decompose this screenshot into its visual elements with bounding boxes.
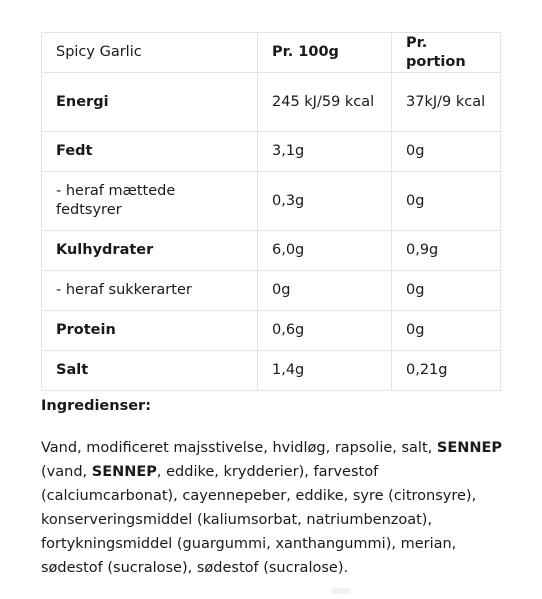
per-portion-value: 0g	[392, 271, 501, 311]
per-100g-value: 0g	[258, 271, 392, 311]
row-label: Energi	[42, 73, 258, 132]
ingredients-text-part: (vand,	[41, 464, 92, 480]
row-label: - heraf sukkerarter	[42, 271, 258, 311]
per-100g-value: 0,6g	[258, 311, 392, 351]
table-row-sukkerarter	[42, 271, 501, 311]
ingredients-text-part: , eddike, krydderier), farvestof (calciumcarbonat), cayennepeber, eddike, syre (citronsyre), konserveringsmiddel (kaliumsorbat, natriumbenzoat), fortykningsmiddel (guargummi, xanthangummi), merian, sødestof (sucralose), sødestof (sucralose).	[41, 464, 477, 576]
ingredients-text-part: Vand, modificeret majsstivelse, hvidløg, rapsolie, salt,	[41, 440, 437, 456]
table-header-row	[42, 33, 501, 73]
ingredients-title: Ingredienser:	[41, 398, 152, 414]
row-label: Salt	[42, 351, 258, 391]
table-row-energi	[42, 73, 501, 132]
per-portion-value: 0g	[392, 132, 501, 172]
per-100g-value: 245 kJ/59 kcal	[258, 73, 392, 132]
table-row-protein	[42, 311, 501, 351]
per-100g-value: 1,4g	[258, 351, 392, 391]
allergen-sennep: SENNEP	[91, 464, 157, 480]
table-row-maettede-fedtsyrer	[42, 172, 501, 231]
column-header-per-100g: Pr. 100g	[258, 33, 392, 73]
table-row-fedt	[42, 132, 501, 172]
column-header-per-portion: Pr. portion	[392, 33, 501, 73]
per-portion-value: 37kJ/9 kcal	[392, 73, 501, 132]
per-100g-value: 6,0g	[258, 231, 392, 271]
per-portion-value: 0,21g	[392, 351, 501, 391]
per-portion-value: 0g	[392, 311, 501, 351]
table-row-kulhydrater	[42, 231, 501, 271]
per-100g-value: 3,1g	[258, 132, 392, 172]
row-label: Fedt	[42, 132, 258, 172]
product-name: Spicy Garlic	[42, 33, 258, 73]
ingredients-text	[41, 436, 511, 580]
row-label: Kulhydrater	[42, 231, 258, 271]
ingredients-section	[41, 396, 511, 580]
table-row-salt	[42, 351, 501, 391]
per-100g-value: 0,3g	[258, 172, 392, 231]
per-portion-value: 0g	[392, 172, 501, 231]
allergen-sennep: SENNEP	[436, 440, 503, 456]
row-label: - heraf mættede fedtsyrer	[42, 172, 258, 231]
faint-mark	[331, 588, 351, 594]
per-portion-value: 0,9g	[392, 231, 501, 271]
row-label: Protein	[42, 311, 258, 351]
nutrition-table	[41, 32, 501, 391]
